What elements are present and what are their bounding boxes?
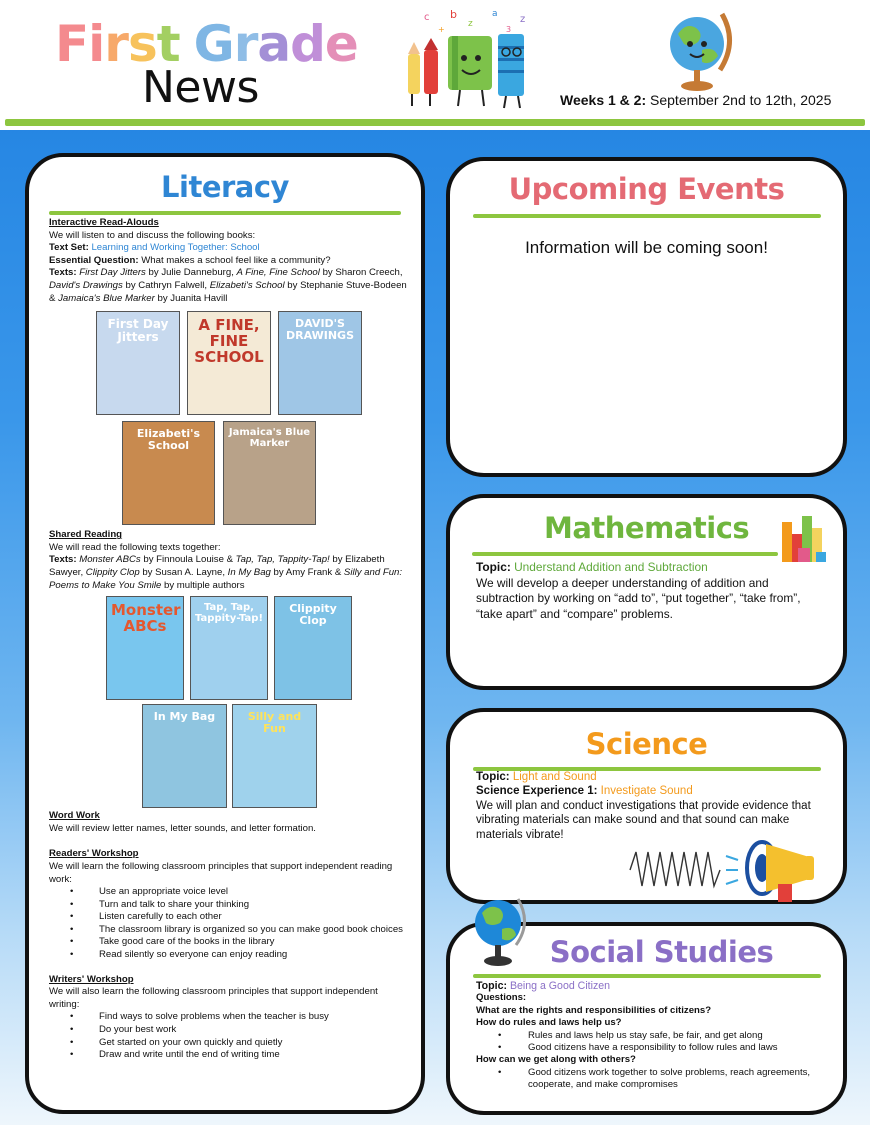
weeks-dates: Weeks 1 & 2: September 2nd to 12th, 2025: [560, 92, 832, 108]
literacy-card: [25, 153, 425, 1114]
header-divider: [5, 119, 865, 126]
list-item: • Listen carefully to each other: [49, 911, 409, 924]
social-topic: Topic: Being a Good Citizen: [476, 980, 611, 992]
science-heading: Science: [585, 727, 708, 761]
read-alouds-intro: We will listen to and discuss the following books:: [49, 229, 256, 241]
literacy-body: [49, 217, 409, 1062]
literacy-divider: [49, 211, 401, 215]
book-cover-title: Monster ABCs: [111, 601, 181, 635]
read-alouds-heading: Interactive Read-Alouds: [49, 217, 159, 228]
book-cover-title: DAVID'S DRAWINGS: [285, 317, 354, 342]
list-item: • Rules and laws help us stay safe, be fair, and get along: [476, 1030, 836, 1042]
science-text: We will plan and conduct investigations that provide evidence that vibrating materials can make sound and that sound can make materials vibrate!: [476, 799, 811, 841]
science-body: [476, 770, 821, 842]
svg-text:c: c: [424, 12, 430, 23]
book-cover-title: Silly and Fun: [247, 710, 302, 735]
title-letter: F: [55, 15, 89, 73]
book-cover: [223, 421, 316, 525]
book-cover-title: Elizabeti's School: [136, 427, 201, 452]
book-cover-title: A FINE, FINE SCHOOL: [194, 316, 264, 366]
book-cover: [122, 421, 215, 525]
writers-workshop-list: [49, 1011, 409, 1061]
list-item: • Read silently so everyone can enjoy reading: [49, 949, 409, 962]
social-question-2-list: [476, 1030, 836, 1055]
social-question-1: What are the rights and responsibilities of citizens?: [476, 1004, 712, 1016]
readers-workshop-heading: Readers' Workshop: [49, 848, 139, 860]
word-work-text: We will review letter names, letter sounds, and letter formation.: [49, 822, 316, 834]
science-experience: Science Experience 1: Investigate Sound: [476, 785, 693, 798]
social-question-3: How can we get along with others?: [476, 1054, 636, 1066]
social-studies-body: [476, 980, 836, 1092]
globe-icon: [470, 893, 530, 969]
science-topic: Topic: Light and Sound: [476, 771, 597, 783]
readers-workshop-intro: We will learn the following classroom principles that support independent reading work:: [49, 860, 393, 885]
book-cover-title: Tap, Tap, Tappity-Tap!: [195, 602, 264, 624]
title-letter: r: [104, 15, 128, 73]
shared-reading-texts: Texts: Monster ABCs by Finnoula Louise & Tap, Tap, Tappity-Tap! by Elizabeth Sawyer, Clippity Clop by Susan A. Layne, In My Bag by Amy Frank & Silly and Fun: Poems to Make You Smile by multiple authors: [49, 554, 403, 591]
math-body: [476, 560, 821, 622]
social-questions-label: Questions:: [476, 992, 527, 1004]
title-letter: r: [233, 15, 258, 73]
list-item: • Get started on your own quickly and quietly: [49, 1037, 409, 1050]
literacy-heading: Literacy: [161, 170, 289, 204]
readers-workshop-list: [49, 886, 409, 962]
list-item: • Good citizens have a responsibility to follow rules and laws: [476, 1042, 836, 1054]
svg-text:z: z: [520, 14, 526, 25]
events-heading: Upcoming Events: [508, 172, 785, 206]
title-letter: i: [88, 15, 105, 73]
events-card: [446, 157, 847, 477]
list-item: • The classroom library is organized so you can make good book choices: [49, 924, 409, 937]
math-topic: Topic: Understand Addition and Subtraction: [476, 560, 708, 574]
book-cover-title: Jamaica's Blue Marker: [228, 427, 311, 449]
book-cover-title: First Day Jitters: [107, 317, 169, 344]
book-cover: [278, 311, 362, 415]
book-cover: [142, 704, 227, 808]
writers-workshop-intro: We will also learn the following classroom principles that support independent writing:: [49, 986, 378, 1010]
list-item: • Use an appropriate voice level: [49, 886, 409, 899]
title-letter: e: [324, 15, 358, 73]
math-blocks-icon: [778, 508, 830, 568]
math-text: We will develop a deeper understanding of addition and subtraction by working on “add to”, “put together”, “take from”, “take apart” and “compare” problems.: [476, 575, 801, 621]
list-item: • Take good care of the books in the library: [49, 936, 409, 949]
list-item: • Turn and talk to share your thinking: [49, 899, 409, 912]
megaphone-sound-icon: [628, 834, 818, 904]
list-item: • Find ways to solve problems when the teacher is busy: [49, 1011, 409, 1024]
book-cover: [106, 596, 184, 700]
list-item: • Do your best work: [49, 1024, 409, 1037]
list-item: • Good citizens work together to solve problems, reach agreements, cooperate, and make compromises: [476, 1067, 836, 1092]
shared-reading-intro: We will read the following texts together:: [49, 541, 221, 553]
book-cover: [96, 311, 180, 415]
newsletter-header: [0, 0, 870, 130]
book-cover: [232, 704, 317, 808]
book-cover-title: In My Bag: [153, 710, 216, 724]
essential-question-line: Essential Question: What makes a school feel like a community?: [49, 254, 331, 266]
shared-reading-covers: [49, 592, 409, 810]
book-cover: [187, 311, 271, 415]
newsletter-subtitle: News: [142, 62, 259, 113]
title-letter: s: [127, 15, 157, 73]
svg-text:z: z: [468, 19, 473, 29]
crayon-characters-icon: [402, 6, 552, 110]
svg-text:+: +: [438, 25, 445, 34]
svg-text:3: 3: [506, 25, 512, 34]
math-heading: Mathematics: [544, 511, 750, 545]
title-letter: G: [193, 15, 234, 73]
globe-icon: [664, 8, 738, 94]
social-question-2: How do rules and laws help us?: [476, 1017, 622, 1029]
book-cover: [274, 596, 352, 700]
read-alouds-texts: Texts: First Day Jitters by Julie Danneburg, A Fine, Fine School by Sharon Creech, David's Drawings by Cathryn Falwell, Elizabeti's School by Stephanie Stuve-Bodeen & Jamaica's Blue Marker by Juanita Havill: [49, 267, 407, 304]
events-divider: [473, 214, 821, 218]
title-letter: t: [156, 15, 180, 73]
svg-text:a: a: [492, 9, 498, 19]
writers-workshop-heading: Writers' Workshop: [49, 973, 134, 985]
word-work-heading: Word Work: [49, 810, 100, 822]
book-cover-title: Clippity Clop: [289, 602, 337, 627]
math-divider: [472, 552, 778, 556]
book-cover: [190, 596, 268, 700]
text-set-line: Text Set: Learning and Working Together: School: [49, 242, 260, 254]
social-question-3-list: [476, 1067, 836, 1092]
shared-reading-heading: Shared Reading: [49, 529, 123, 541]
social-studies-divider: [473, 974, 821, 978]
list-item: • Draw and write until the end of writing time: [49, 1049, 409, 1062]
social-studies-heading: Social Studies: [549, 935, 774, 969]
title-letter: d: [290, 15, 325, 73]
svg-text:b: b: [450, 8, 457, 21]
read-aloud-covers: [49, 305, 409, 527]
title-letter: a: [257, 15, 291, 73]
events-text: Information will be coming soon!: [525, 238, 768, 257]
